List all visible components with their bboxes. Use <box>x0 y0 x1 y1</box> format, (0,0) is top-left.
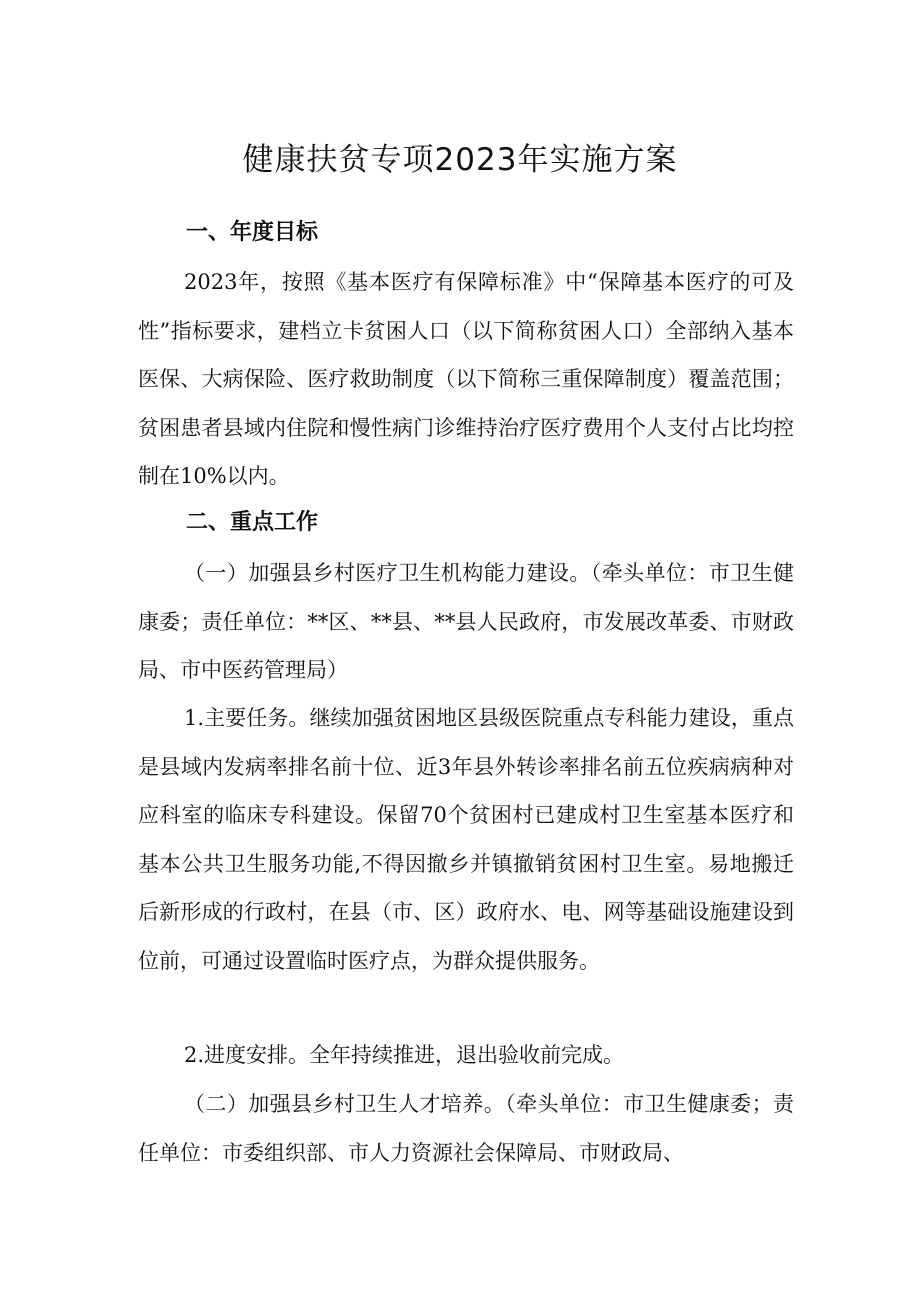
section-heading-annual-goals: 一、年度目标 <box>186 220 319 245</box>
paragraph-item-1-heading: （一）加强县乡村医疗卫生机构能力建设。（牵头单位：市卫生健康委；责任单位：**区、**县、**县人民政府，市发展改革委、市财政局、市中医药管理局） <box>138 561 794 682</box>
paragraph-task-2: 2.进度安排。全年持续推进，退出验收前完成。 <box>184 1043 625 1067</box>
paragraph-annual-goals: 2023年，按照《基本医疗有保障标准》中“保障基本医疗的可及性”指标要求，建档立卡贫困人口（以下简称贫困人口）全部纳入基本医保、大病保险、医疗救助制度（以下简称三重保障制度）覆盖范围；贫困患者县域内住院和慢性病门诊维持治疗医疗费用个人支付占比均控制在10%以内。 <box>138 270 794 488</box>
section-heading-key-work: 二、重点工作 <box>186 510 319 535</box>
paragraph-task-1: 1.主要任务。继续加强贫困地区县级医院重点专科能力建设，重点是县域内发病率排名前十位、近3年县外转诊率排名前五位疾病病种对应科室的临床专科建设。保留70个贫困村已建成村卫生室基本医疗和基本公共卫生服务功能,不得因撤乡并镇撤销贫困村卫生室。易地搬迁后新形成的行政村，在县（市、区）政府水、电、网等基础设施建设到位前，可通过设置临时医疗点，为群众提供服务。 <box>138 706 794 973</box>
document-title: 健康扶贫专项2023年实施方案 <box>242 142 678 178</box>
paragraph-item-2-heading: （二）加强县乡村卫生人才培养。（牵头单位：市卫生健康委；责任单位：市委组织部、市人力资源社会保障局、市财政局、 <box>138 1092 794 1165</box>
